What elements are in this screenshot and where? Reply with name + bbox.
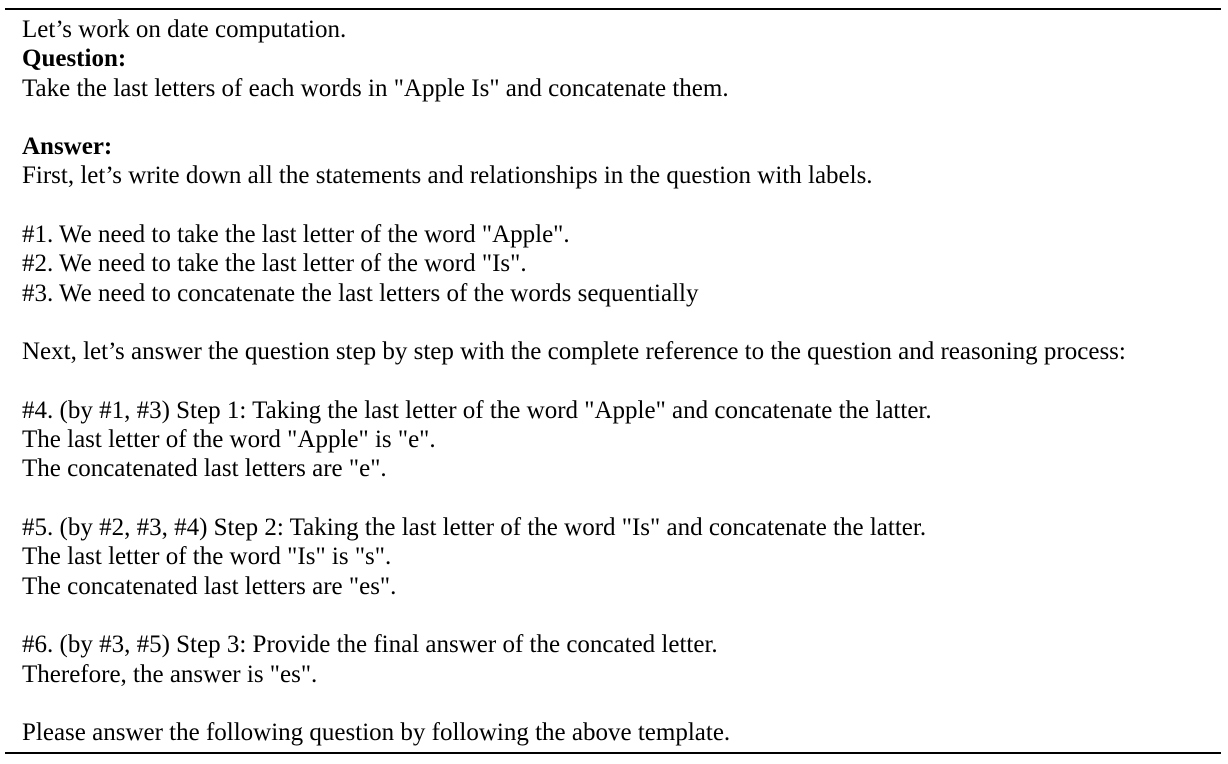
statement-3: #3. We need to concatenate the last letters of the words sequentially <box>22 279 699 307</box>
step-1-header: #4. (by #1, #3) Step 1: Taking the last letter of the word "Apple" and concatenate the latter. <box>22 396 932 424</box>
spacer <box>22 191 1221 220</box>
prompt-template-box <box>5 8 1221 754</box>
question-heading: Question: <box>22 45 127 73</box>
spacer <box>22 484 1221 513</box>
prompt-content <box>22 15 1221 747</box>
statement-1: #1. We need to take the last letter of the word "Apple". <box>22 221 570 249</box>
closing-line: Please answer the following question by following the above template. <box>22 719 731 747</box>
step-3-header: #6. (by #3, #5) Step 3: Provide the final answer of the concated letter. <box>22 631 718 659</box>
step-1-line-2: The concatenated last letters are "e". <box>22 455 387 483</box>
step-1-line-1: The last letter of the word "Apple" is "e". <box>22 426 436 454</box>
answer-heading: Answer: <box>22 133 113 161</box>
spacer <box>22 367 1221 396</box>
spacer <box>22 103 1221 132</box>
spacer <box>22 308 1221 337</box>
step-2-line-1: The last letter of the word "Is" is "s". <box>22 543 392 571</box>
step-2-line-2: The concatenated last letters are "es". <box>22 572 397 600</box>
statement-2: #2. We need to take the last letter of the word "Is". <box>22 250 527 278</box>
step-3-line-1: Therefore, the answer is "es". <box>22 660 318 688</box>
step-2-header: #5. (by #2, #3, #4) Step 2: Taking the last letter of the word "Is" and concatenate the latter. <box>22 514 927 542</box>
question-text: Take the last letters of each words in "Apple Is" and concatenate them. <box>22 74 729 102</box>
statements-intro: First, let’s write down all the statements and relationships in the question with labels. <box>22 162 873 190</box>
spacer <box>22 689 1221 718</box>
intro-line: Let’s work on date computation. <box>22 16 347 43</box>
steps-intro: Next, let’s answer the question step by step with the complete reference to the question and reasoning process: <box>22 338 1126 366</box>
spacer <box>22 601 1221 630</box>
